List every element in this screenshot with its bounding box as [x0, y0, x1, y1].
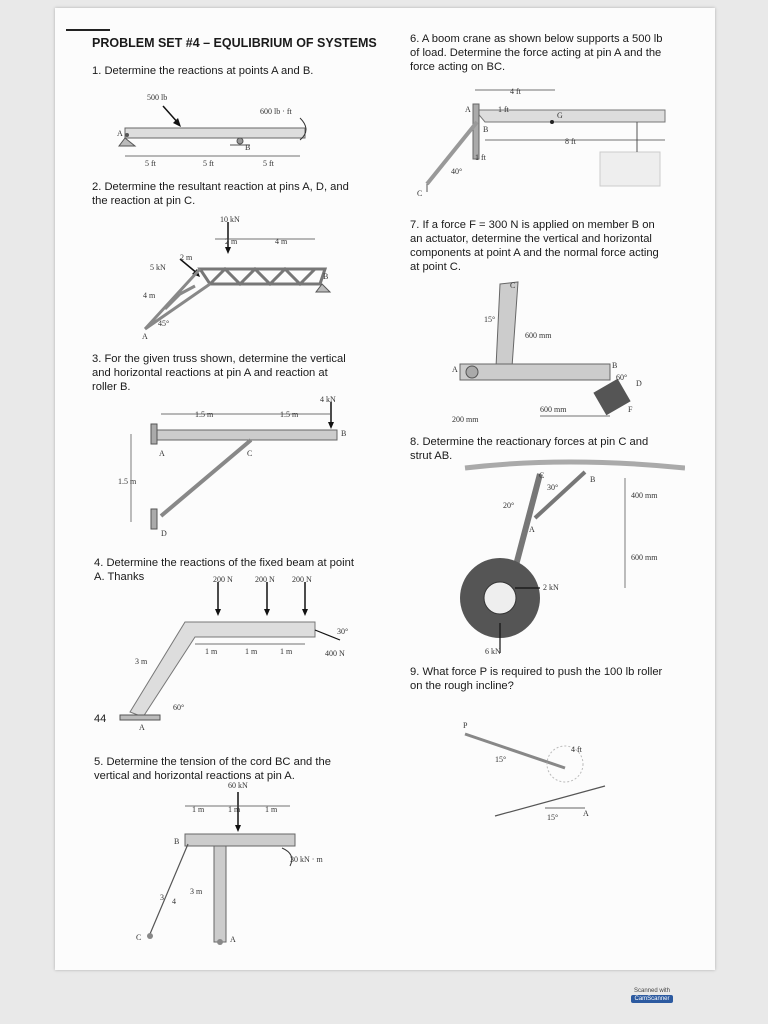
figure-4-fixed-beam [115, 572, 355, 734]
svg-text:15°: 15° [495, 755, 507, 764]
svg-text:1 m: 1 m [205, 647, 218, 656]
svg-text:C: C [510, 281, 516, 290]
svg-text:4 ft: 4 ft [571, 745, 582, 754]
svg-text:8 ft: 8 ft [565, 137, 576, 146]
svg-text:A: A [529, 525, 535, 534]
problem-6-text: 6. A boom crane as shown below supports a 500 lb of load. Determine the force acting at pin A and the force acting on BC. [410, 33, 663, 73]
svg-text:600 mm: 600 mm [525, 331, 552, 340]
figure-7-actuator [450, 272, 650, 432]
problem-3-text: 3. For the given truss shown, determine the vertical and horizontal reactions at pin A and reaction at roller B. [92, 353, 346, 393]
problem-2-text: 2. Determine the resultant reaction at pins A, D, and the reaction at pin C. [92, 181, 349, 207]
svg-text:B: B [245, 143, 251, 152]
problem-7-text: 7. If a force F = 300 N is applied on member B on an actuator, determine the vertical and horizontal components at point A and the normal force acting at point C. [410, 219, 659, 273]
svg-text:F: F [628, 405, 633, 414]
svg-text:5 ft: 5 ft [203, 159, 214, 168]
svg-text:200 N: 200 N [292, 575, 312, 584]
svg-text:30°: 30° [337, 627, 349, 636]
svg-text:C: C [136, 933, 142, 942]
svg-text:C: C [417, 189, 423, 198]
svg-text:15°: 15° [484, 315, 496, 324]
svg-text:C: C [247, 449, 253, 458]
svg-text:A: A [159, 449, 165, 458]
svg-text:A: A [583, 809, 589, 818]
svg-text:60°: 60° [616, 373, 628, 382]
figure-2-frame [140, 214, 340, 344]
svg-text:3 m: 3 m [190, 887, 203, 896]
svg-text:200 N: 200 N [213, 575, 233, 584]
svg-text:A: A [452, 365, 458, 374]
svg-text:3 m: 3 m [135, 657, 148, 666]
svg-text:A: A [142, 332, 148, 341]
svg-text:1 m: 1 m [192, 805, 205, 814]
svg-text:A: A [139, 723, 145, 732]
svg-text:1 ft: 1 ft [498, 105, 509, 114]
svg-text:1 m: 1 m [245, 647, 258, 656]
svg-text:2 m: 2 m [225, 237, 238, 246]
svg-text:1 m: 1 m [265, 805, 278, 814]
svg-text:30 kN · m: 30 kN · m [290, 855, 323, 864]
svg-text:B: B [612, 361, 618, 370]
svg-text:30°: 30° [547, 483, 559, 492]
svg-text:B: B [341, 429, 347, 438]
svg-text:1.5 m: 1.5 m [280, 410, 299, 419]
svg-text:4: 4 [172, 897, 176, 906]
svg-text:B: B [590, 475, 596, 484]
title-rule [66, 29, 110, 31]
svg-text:B: B [483, 125, 489, 134]
figure-8-landing-gear [455, 448, 685, 658]
page-number: 44 [94, 713, 107, 725]
svg-text:G: G [557, 111, 563, 120]
problem-4-text: 4. Determine the reactions of the fixed beam at point A. Thanks [94, 557, 354, 583]
svg-text:4 ft: 4 ft [510, 87, 521, 96]
svg-text:5 kN: 5 kN [150, 263, 166, 272]
svg-text:A: A [465, 105, 471, 114]
svg-text:D: D [636, 379, 642, 388]
svg-text:200 N: 200 N [255, 575, 275, 584]
scanner-watermark: Scanned with CamScanner [629, 987, 675, 1013]
svg-text:15°: 15° [547, 813, 559, 822]
svg-text:1 ft: 1 ft [475, 153, 486, 162]
svg-text:2 kN: 2 kN [543, 583, 559, 592]
page-title: PROBLEM SET #4 – EQULIBRIUM OF SYSTEMS [92, 36, 377, 50]
svg-text:4 m: 4 m [275, 237, 288, 246]
svg-text:40°: 40° [451, 167, 463, 176]
figure-5-t-frame [130, 782, 330, 950]
svg-text:600 lb · ft: 600 lb · ft [260, 107, 292, 116]
svg-text:20°: 20° [503, 501, 515, 510]
figure-9-roller [455, 716, 615, 831]
svg-text:45°: 45° [158, 319, 170, 328]
svg-text:600 mm: 600 mm [631, 553, 658, 562]
svg-text:C: C [539, 471, 545, 480]
problem-9-text: 9. What force P is required to push the 100 lb roller on the rough incline? [410, 666, 663, 692]
svg-text:D: D [161, 529, 167, 538]
svg-text:A: A [117, 129, 123, 138]
svg-text:400 mm: 400 mm [631, 491, 658, 500]
svg-text:5 ft: 5 ft [145, 159, 156, 168]
svg-text:5 ft: 5 ft [263, 159, 274, 168]
problem-5-text: 5. Determine the tension of the cord BC and the vertical and horizontal reactions at pin A. [94, 756, 331, 782]
figure-1-beam [115, 88, 330, 170]
svg-text:60 kN: 60 kN [228, 782, 248, 790]
svg-text:10 kN: 10 kN [220, 215, 240, 224]
problem-1-text: 1. Determine the reactions at points A and B. [92, 65, 314, 77]
svg-text:P: P [463, 721, 468, 730]
svg-text:3: 3 [160, 893, 164, 902]
figure-6-boom-crane [415, 82, 685, 200]
svg-text:1.5 m: 1.5 m [195, 410, 214, 419]
svg-text:1 m: 1 m [280, 647, 293, 656]
svg-text:B: B [174, 837, 180, 846]
svg-text:400 N: 400 N [325, 649, 345, 658]
svg-text:2 m: 2 m [180, 253, 193, 262]
svg-text:200 mm: 200 mm [452, 415, 479, 424]
svg-text:60°: 60° [173, 703, 185, 712]
svg-text:4 kN: 4 kN [320, 395, 336, 404]
svg-text:600 mm: 600 mm [540, 405, 567, 414]
svg-text:B: B [323, 272, 329, 281]
svg-text:500 lb: 500 lb [147, 93, 168, 102]
svg-text:A: A [230, 935, 236, 944]
svg-text:4 m: 4 m [143, 291, 156, 300]
figure-3-truss [115, 394, 350, 544]
svg-text:1.5 m: 1.5 m [118, 477, 137, 486]
problem-8-text: 8. Determine the reactionary forces at pin C and strut AB. [410, 436, 649, 462]
svg-text:6 kN: 6 kN [485, 647, 501, 656]
svg-text:1 m: 1 m [228, 805, 241, 814]
